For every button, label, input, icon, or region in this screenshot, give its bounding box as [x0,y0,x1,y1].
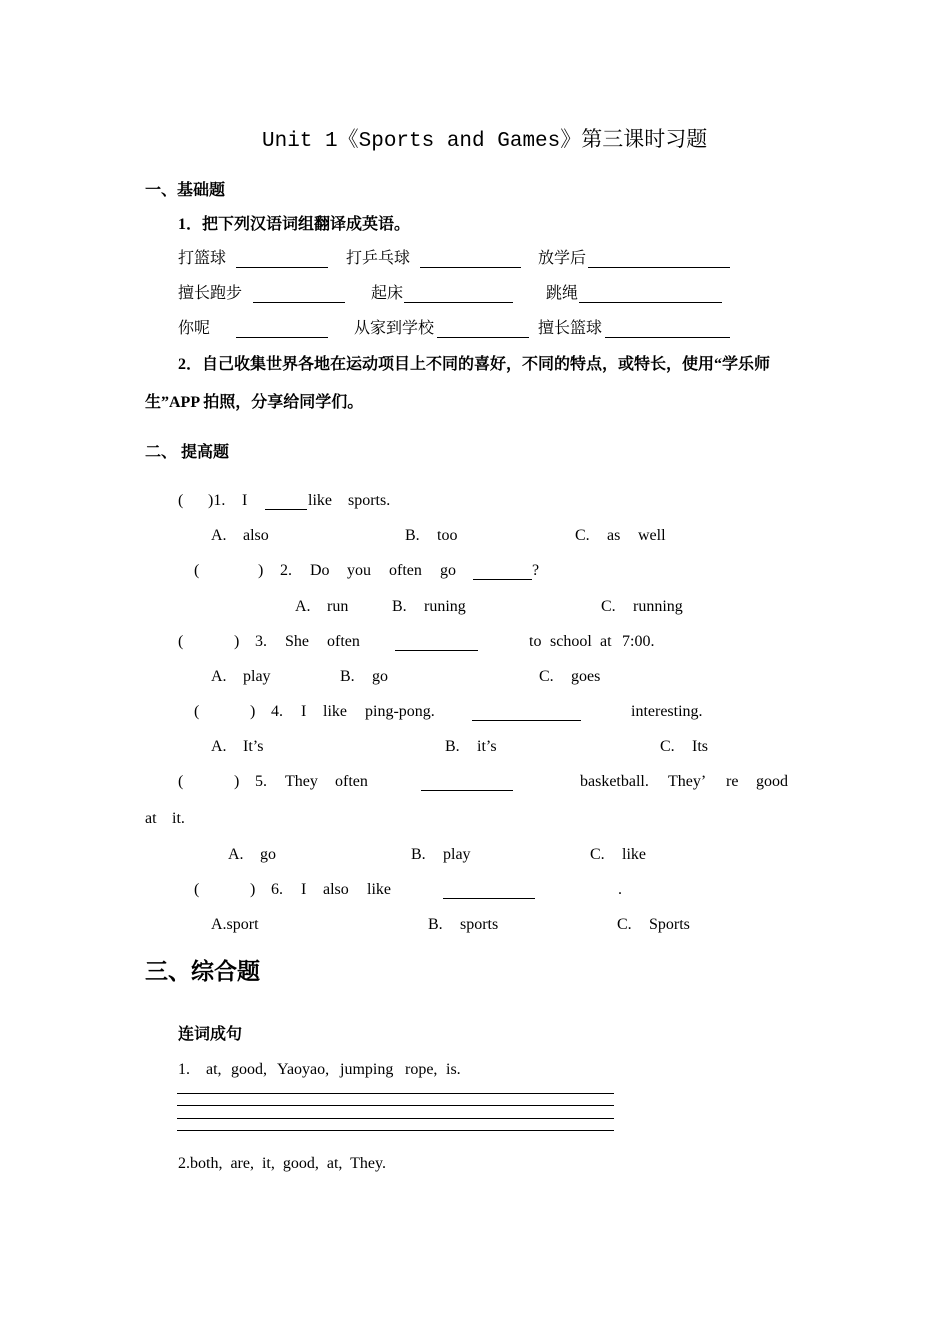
phrase-text: 擅长篮球 [538,320,603,337]
phrase-text: 起床 [371,285,404,302]
question-word: ping-pong. [365,703,435,720]
question-number: 2. [280,562,292,579]
question-word: basketball. [580,773,649,790]
question-word: I [301,703,307,720]
option-text: run [327,598,349,615]
question-word: They [285,773,318,790]
phrase-text: 擅长跑步 [178,285,243,302]
q1-title: 1．把下列汉语词组翻译成英语。 [178,216,411,233]
answer-blank[interactable] [253,287,345,303]
answer-blank[interactable] [588,252,730,268]
answer-paren-open: ( [194,562,200,579]
answer-paren-open: ( [178,773,184,790]
question-word: She [285,633,309,650]
question-word: like [367,881,391,898]
question-word: also [323,881,349,898]
answer-blank[interactable] [265,494,307,510]
option-letter: B. [405,527,420,544]
sentence-word: good, [231,1061,267,1078]
question-word: I [242,492,248,509]
question-word: you [347,562,371,579]
answer-paren-close: ) [234,773,240,790]
question-word: it. [172,810,185,827]
option-text: goes [571,668,601,685]
question-word: . [618,881,622,898]
sentence-2: 2.both, are, it, good, at, They. [178,1155,386,1172]
option-letter: A. [211,668,227,685]
question-word: often [389,562,422,579]
question-word: interesting. [631,703,703,720]
sentence-word: Yaoyao, [277,1061,330,1078]
answer-blank[interactable] [472,705,581,721]
option-text: It’s [243,738,264,755]
answer-blank[interactable] [420,252,521,268]
option-text: play [243,668,271,685]
option-letter: C. [660,738,675,755]
option-text: runing [424,598,466,615]
question-number: 5. [255,773,267,790]
answer-blank[interactable] [473,564,532,580]
option-letter: B. [392,598,407,615]
option-text: well [638,527,666,544]
answer-blank[interactable] [421,775,513,791]
answer-paren-close: ) [258,562,264,579]
question-word: often [335,773,368,790]
section-2-heading: 二、 提高题 [145,444,230,461]
sentence-number: 1. [178,1061,190,1078]
option-text: A.sport [211,916,259,933]
option-text: Its [692,738,708,755]
option-letter: A. [211,527,227,544]
question-word: good [756,773,788,790]
question-word: at [145,810,157,827]
phrase-text: 你呢 [178,320,211,337]
question-word: Do [310,562,330,579]
option-letter: A. [211,738,227,755]
question-word: like [308,492,332,509]
option-letter: A. [228,846,244,863]
writing-line[interactable] [177,1105,614,1106]
sentence-word: rope, [405,1061,438,1078]
option-text: Sports [649,916,690,933]
answer-blank[interactable] [579,287,722,303]
page-title: Unit 1《Sports and Games》第三课时习题 [262,130,708,153]
option-letter: C. [617,916,632,933]
question-word: They’ [668,773,707,790]
sentence-word: jumping [340,1061,394,1078]
writing-line[interactable] [177,1130,614,1131]
answer-blank[interactable] [443,883,535,899]
answer-blank[interactable] [395,635,478,651]
answer-blank[interactable] [404,287,513,303]
answer-paren-open: ( [194,703,200,720]
question-word: re [726,773,739,790]
option-text: go [260,846,276,863]
writing-line[interactable] [177,1118,614,1119]
option-letter: B. [340,668,355,685]
option-letter: C. [539,668,554,685]
question-number: 6. [271,881,283,898]
option-letter: B. [411,846,426,863]
writing-line[interactable] [177,1093,614,1094]
answer-blank[interactable] [236,252,328,268]
answer-paren-open: ( [178,492,184,509]
option-text: like [622,846,646,863]
q2-text-line2: 生”APP 拍照，分享给同学们。 [145,394,364,411]
phrase-text: 跳绳 [546,285,579,302]
question-number: )1. [208,492,226,509]
question-word: school [550,633,592,650]
phrase-text: 从家到学校 [354,320,435,337]
answer-paren-close: ) [250,881,256,898]
option-text: too [437,527,458,544]
option-text: it’s [477,738,497,755]
option-text: play [443,846,471,863]
q2-text-line1: 2．自己收集世界各地在运动项目上不同的喜好，不同的特点，或特长，使用“学乐师 [178,356,771,373]
option-text: also [243,527,269,544]
option-letter: C. [575,527,590,544]
answer-paren-open: ( [178,633,184,650]
phrase-text: 打乒乓球 [346,250,411,267]
section-3-subheading: 连词成句 [178,1026,243,1043]
question-number: 4. [271,703,283,720]
answer-blank[interactable] [437,322,529,338]
question-word: at [600,633,612,650]
question-word: to [529,633,542,650]
phrase-text: 放学后 [538,250,587,267]
answer-blank[interactable] [605,322,730,338]
question-word: like [323,703,347,720]
option-text: running [633,598,683,615]
option-letter: B. [445,738,460,755]
section-1-heading: 一、基础题 [145,182,226,199]
answer-paren-close: ) [234,633,240,650]
option-letter: A. [295,598,311,615]
question-word: ? [532,562,540,579]
question-number: 3. [255,633,267,650]
option-letter: B. [428,916,443,933]
option-text: go [372,668,388,685]
question-word: often [327,633,360,650]
option-letter: C. [601,598,616,615]
phrase-text: 打篮球 [178,250,227,267]
answer-paren-close: ) [250,703,256,720]
option-letter: C. [590,846,605,863]
section-3-heading: 三、综合题 [145,959,260,984]
option-text: as [607,527,621,544]
option-text: sports [460,916,499,933]
question-word: I [301,881,307,898]
sentence-word: at, [206,1061,222,1078]
answer-blank[interactable] [236,322,328,338]
question-word: 7:00. [622,633,655,650]
sentence-word: is. [446,1061,461,1078]
question-word: go [440,562,456,579]
question-word: sports. [348,492,391,509]
answer-paren-open: ( [194,881,200,898]
